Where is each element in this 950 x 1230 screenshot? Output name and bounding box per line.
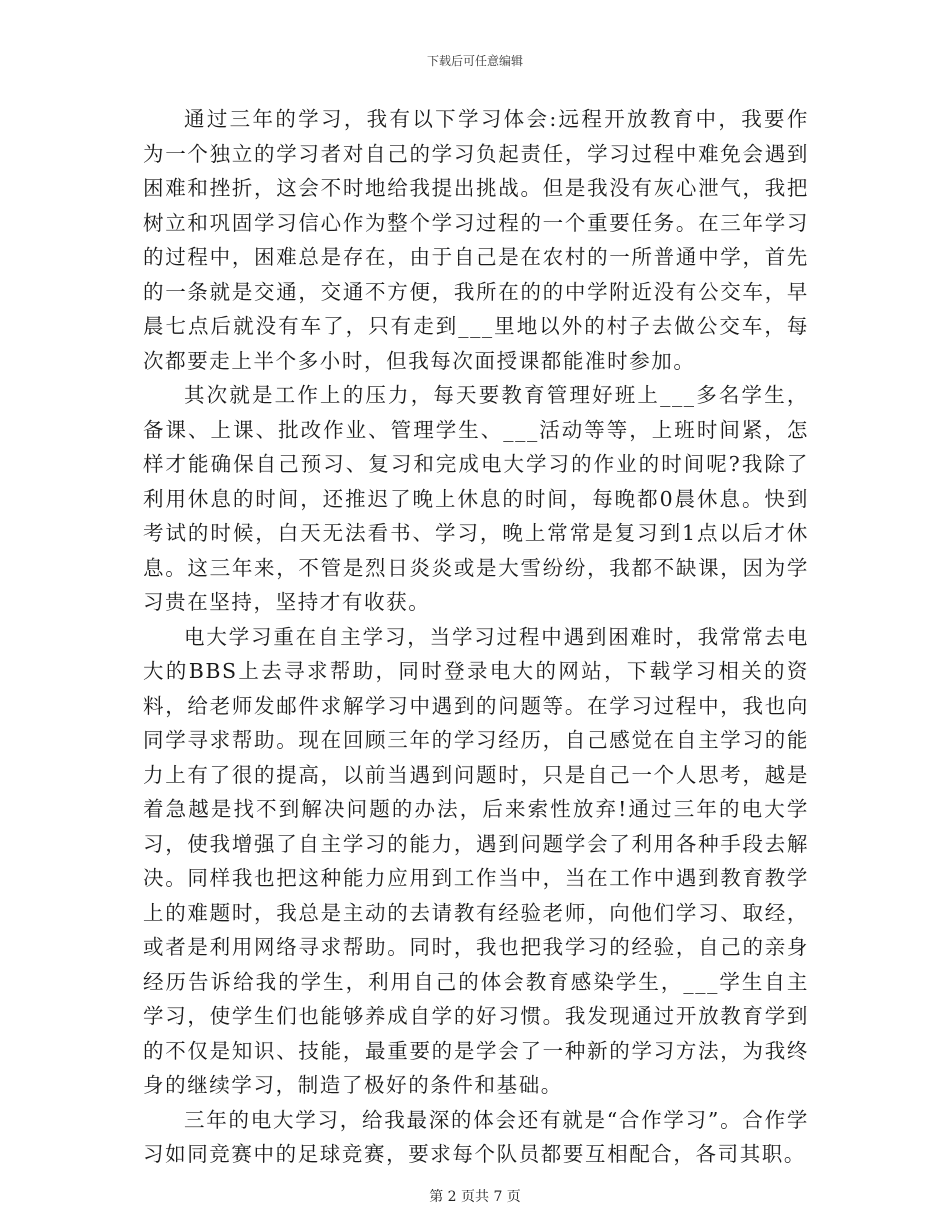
paragraph-3: 电大学习重在自主学习，当学习过程中遇到困难时，我常常去电大的BBS上去寻求帮助，同时登录电大的网站，下载学习相关的资料，给老师发邮件求解学习中遇到的问题等。在学习过程中，我也向同学寻求帮助。现在回顾三年的学习经历，自己感觉在自主学习的能力上有了很的提高，以前当遇到问题时，只是自己一个人思考，越是着急越是找不到解决问题的办法，后来索性放弃!通过三年的电大学习，使我增强了自主学习的能力，遇到问题学会了利用各种手段去解决。同样我也把这种能力应用到工作当中，当在工作中遇到教育教学上的难题时，我总是主动的去请教有经验老师，向他们学习、取经，或者是利用网络寻求帮助。同时，我也把我学习的经验，自己的亲身经历告诉给我的学生，利用自己的体会教育感染学生，___学生自主学习，使学生们也能够养成自学的好习惯。我发现通过开放教育学到的不仅是知识、技能，最重要的是学会了一种新的学习方法，为我终身的继续学习，制造了极好的条件和基础。	[143, 624, 809, 1097]
page-footer: 第 2 页共 7 页	[429, 1189, 521, 1205]
paragraph-2: 其次就是工作上的压力，每天要教育管理好班上___多名学生，备课、上课、批改作业、管理学生、___活动等等，上班时间紧，怎样才能确保自己预习、复习和完成电大学习的作业的时间呢?我除了利用休息的时间，还推迟了晚上休息的时间，每晚都0晨休息。快到考试的时候，白天无法看书、学习，晚上常常是复习到1点以后才休息。这三年来，不管是烈日炎炎或是大雪纷纷，我都不缺课，因为学习贵在坚持，坚持才有收获。	[143, 383, 809, 614]
page-header: 下载后可任意编辑	[426, 54, 523, 68]
document-body	[143, 102, 809, 1172]
paragraph-4: 三年的电大学习，给我最深的体会还有就是“合作学习”。合作学习如同竞赛中的足球竞赛，要求每个队员都要互相配合，各司其职。	[143, 1107, 809, 1166]
paragraph-1: 通过三年的学习，我有以下学习体会:远程开放教育中，我要作为一个独立的学习者对自己的学习负起责任，学习过程中难免会遇到困难和挫折，这会不时地给我提出挑战。但是我没有灰心泄气，我把树立和巩固学习信心作为整个学习过程的一个重要任务。在三年学习的过程中，困难总是存在，由于自己是在农村的一所普通中学，首先的一条就是交通，交通不方便，我所在的的中学附近没有公交车，早晨七点后就没有车了，只有走到___里地以外的村子去做公交车，每次都要走上半个多小时，但我每次面授课都能准时参加。	[143, 107, 809, 373]
